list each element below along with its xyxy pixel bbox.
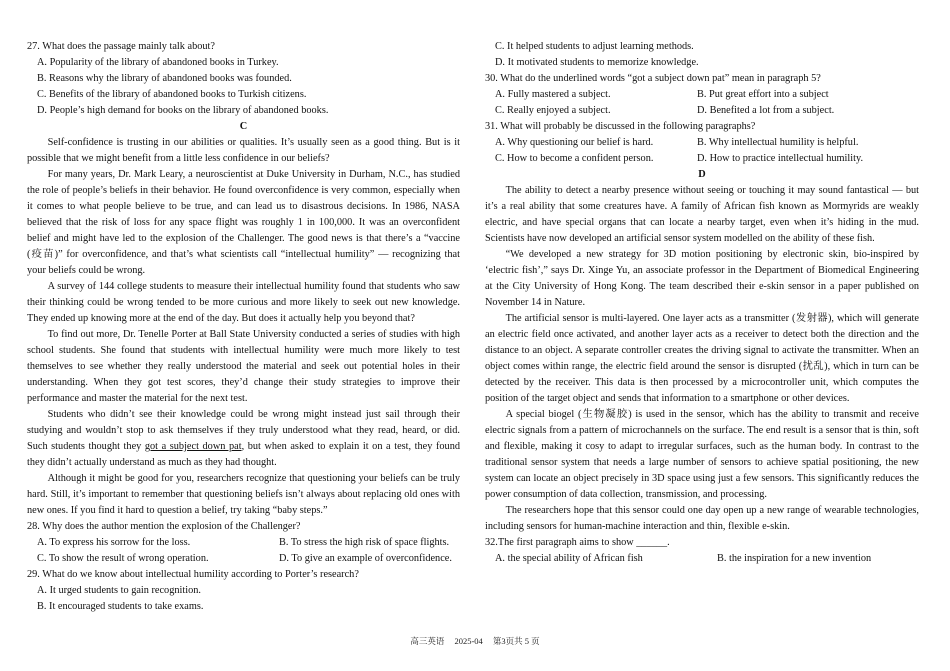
option-a: A. It urged students to gain recognition. bbox=[37, 585, 201, 596]
option-b: B. Why intellectual humility is helpful. bbox=[697, 137, 859, 148]
question-27 bbox=[27, 39, 460, 119]
passage-paragraph: A special biogel (生物凝胶) is used in the sensor, which has the ability to transmit and receive electric signals from a pattern of microchannels on the surface. The end result is a sensor that is thin, soft and flexible, making it cosy to adapt to irregular surfaces, such as the human body. In contrast to the traditional sensor system that needs a large number of sensors to achieve spatial positioning, the new system can locate an object precisely in 3D space using just a few sensors. This significantly reduces the power consumption of data collection, transmission, and processing. bbox=[485, 409, 919, 500]
question-28 bbox=[27, 519, 460, 567]
question-30 bbox=[485, 71, 919, 119]
option-a: A. Popularity of the library of abandoned books in Turkey. bbox=[37, 57, 279, 68]
passage-paragraph: “We developed a new strategy for 3D motion positioning by electronic skin, bio-inspired by ‘electric fish’,” says Dr. Xinge Yu, an associate professor in the Department of Biomedical Engineering at the City University of Hong Kong. The team described their e-skin sensor in a paper published on November 14 in Nature. bbox=[485, 249, 919, 308]
option-row bbox=[485, 151, 919, 167]
passage-paragraph: The artificial sensor is multi-layered. One layer acts as a transmitter (发射器), which will generate an electric field once activated, and another layer acts as a receiver to detect both the direction and the distance to an object. A separate controller creates the driving signal to activate the transmitter. When an object comes within range, the electric field around the sensor is disrupted (扰乱), which in turn can be detected by the receiver. This data is then processed by a microcontroller unit, which computes the position of the target object and sends that information to a smartphone or other devices. bbox=[485, 313, 919, 404]
passage-c bbox=[27, 135, 460, 519]
option-b: B. To stress the high risk of space flights. bbox=[279, 537, 450, 548]
option-d: D. Benefited a lot from a subject. bbox=[697, 105, 835, 116]
passage-paragraph: For many years, Dr. Mark Leary, a neuroscientist at Duke University in Durham, N.C., has studied the role of people’s beliefs in their behavior. He found overconfidence is very common, especially when it comes to what people believe to be true, and can lead us to disastrous decisions. In 1986, NASA believed that the risk of loss for any space flight was roughly 1 in 100,000. It was an overconfident belief and might have led to the explosion of the Challenger. The good news is that there’s a “vaccine (疫苗)” for overconfidence, and that’s what scientists call “intellectual humility” — recognizing that your beliefs could be wrong. bbox=[27, 169, 460, 276]
question-29-continued bbox=[485, 39, 919, 71]
passage-paragraph: The researchers hope that this sensor could one day open up a new range of wearable technologies, including sensors for human-machine interaction and thin, flexible e-skin. bbox=[485, 505, 919, 532]
left-column bbox=[27, 39, 460, 615]
footer-page-number: 第3页共 5 页 bbox=[492, 636, 540, 646]
question-stem: 31. What will probably be discussed in the following paragraphs? bbox=[485, 121, 756, 132]
footer-subject: 高三英语 bbox=[410, 636, 445, 646]
option-d: D. People’s high demand for books on the library of abandoned books. bbox=[37, 105, 329, 116]
option-c: C. Benefits of the library of abandoned books to Turkish citizens. bbox=[37, 89, 307, 100]
option-b: B. Put great effort into a subject bbox=[697, 89, 829, 100]
option-a: A. To express his sorrow for the loss. bbox=[37, 537, 191, 548]
question-stem: 29. What do we know about intellectual humility according to Porter’s research? bbox=[27, 569, 359, 580]
option-b: B. Reasons why the library of abandoned books was founded. bbox=[37, 73, 292, 84]
question-stem: 30. What do the underlined words “got a subject down pat” mean in paragraph 5? bbox=[485, 73, 821, 84]
option-a: A. Why questioning our belief is hard. bbox=[495, 137, 654, 148]
option-row bbox=[485, 135, 919, 151]
option-d: D. To give an example of overconfidence. bbox=[279, 553, 452, 564]
section-heading-d: D bbox=[698, 169, 706, 180]
question-29 bbox=[27, 567, 460, 615]
question-stem: 27. What does the passage mainly talk about? bbox=[27, 41, 215, 52]
option-c: C. To show the result of wrong operation. bbox=[37, 553, 209, 564]
option-d: D. It motivated students to memorize knowledge. bbox=[495, 57, 699, 68]
option-c: C. It helped students to adjust learning methods. bbox=[495, 41, 694, 52]
option-row bbox=[27, 551, 460, 567]
passage-paragraph: Although it might be good for you, researchers recognize that questioning your beliefs can be truly hard. Still, it’s important to remember that questioning beliefs isn’t always about replacing old ones with new ones. If you find it hard to question a belief, try taking “baby steps.” bbox=[27, 473, 460, 516]
paragraph-text: Students who didn’t see their knowledge could be wrong might instead just sail through their studying and wouldn’t stop to ask themselves if they truly understood what they read, heard, or did. Such students thought they bbox=[27, 409, 460, 452]
underlined-phrase: got a subject down pat bbox=[144, 441, 242, 452]
option-row bbox=[485, 87, 919, 103]
option-row bbox=[485, 103, 919, 119]
page-footer bbox=[0, 635, 950, 647]
question-32 bbox=[485, 535, 919, 567]
question-stem: 28. Why does the author mention the explosion of the Challenger? bbox=[27, 521, 301, 532]
passage-paragraph: A survey of 144 college students to measure their intellectual humility found that students who saw their thinking could be wrong tended to be more curious and more likely to seek out new knowledge. They ended up knowing more at the end of the day. But does it actually help you beyond that? bbox=[27, 281, 460, 324]
footer-date: 2025-04 bbox=[454, 636, 483, 646]
option-b: B. the inspiration for a new invention bbox=[717, 553, 872, 564]
passage-paragraph bbox=[27, 407, 460, 471]
section-heading-c: C bbox=[239, 121, 248, 132]
option-d: D. How to practice intellectual humility. bbox=[697, 153, 864, 164]
question-31 bbox=[485, 119, 919, 167]
passage-paragraph: To find out more, Dr. Tenelle Porter at Ball State University conducted a series of studies with high school students. She found that students with intellectual humility were much more likely to test themselves to see whether they really understood the material and seek out potential holes in their understanding. When they got test scores, they’d change their study strategies to improve their performance and master the material for the next test. bbox=[27, 329, 460, 404]
option-row bbox=[27, 535, 460, 551]
option-a: A. Fully mastered a subject. bbox=[495, 89, 611, 100]
option-a: A. the special ability of African fish bbox=[495, 553, 643, 564]
right-column bbox=[485, 39, 919, 567]
option-c: C. How to become a confident person. bbox=[495, 153, 654, 164]
paragraph-text: , but when asked to explain it on a test, they found they didn’t actually understand as much as they had thought. bbox=[27, 441, 461, 468]
option-c: C. Really enjoyed a subject. bbox=[495, 105, 611, 116]
option-row bbox=[485, 551, 919, 567]
question-stem: 32.The first paragraph aims to show ______. bbox=[485, 537, 670, 548]
option-b: B. It encouraged students to take exams. bbox=[37, 601, 204, 612]
passage-d bbox=[485, 183, 919, 535]
passage-paragraph: Self-confidence is trusting in our abilities or qualities. It’s usually seen as a good thing. But is it possible that we might benefit from a little less confidence in our beliefs? bbox=[27, 137, 460, 164]
passage-paragraph: The ability to detect a nearby presence without seeing or touching it may sound fantastical — but it’s a real ability that some creatures have. A family of African fish known as Mormyrids are weakly electric, and have special organs that can locate a nearby target, even when it’s hiding in the mud. Scientists have now developed an artificial sensor system modelled on the ability of these fish. bbox=[485, 185, 919, 244]
